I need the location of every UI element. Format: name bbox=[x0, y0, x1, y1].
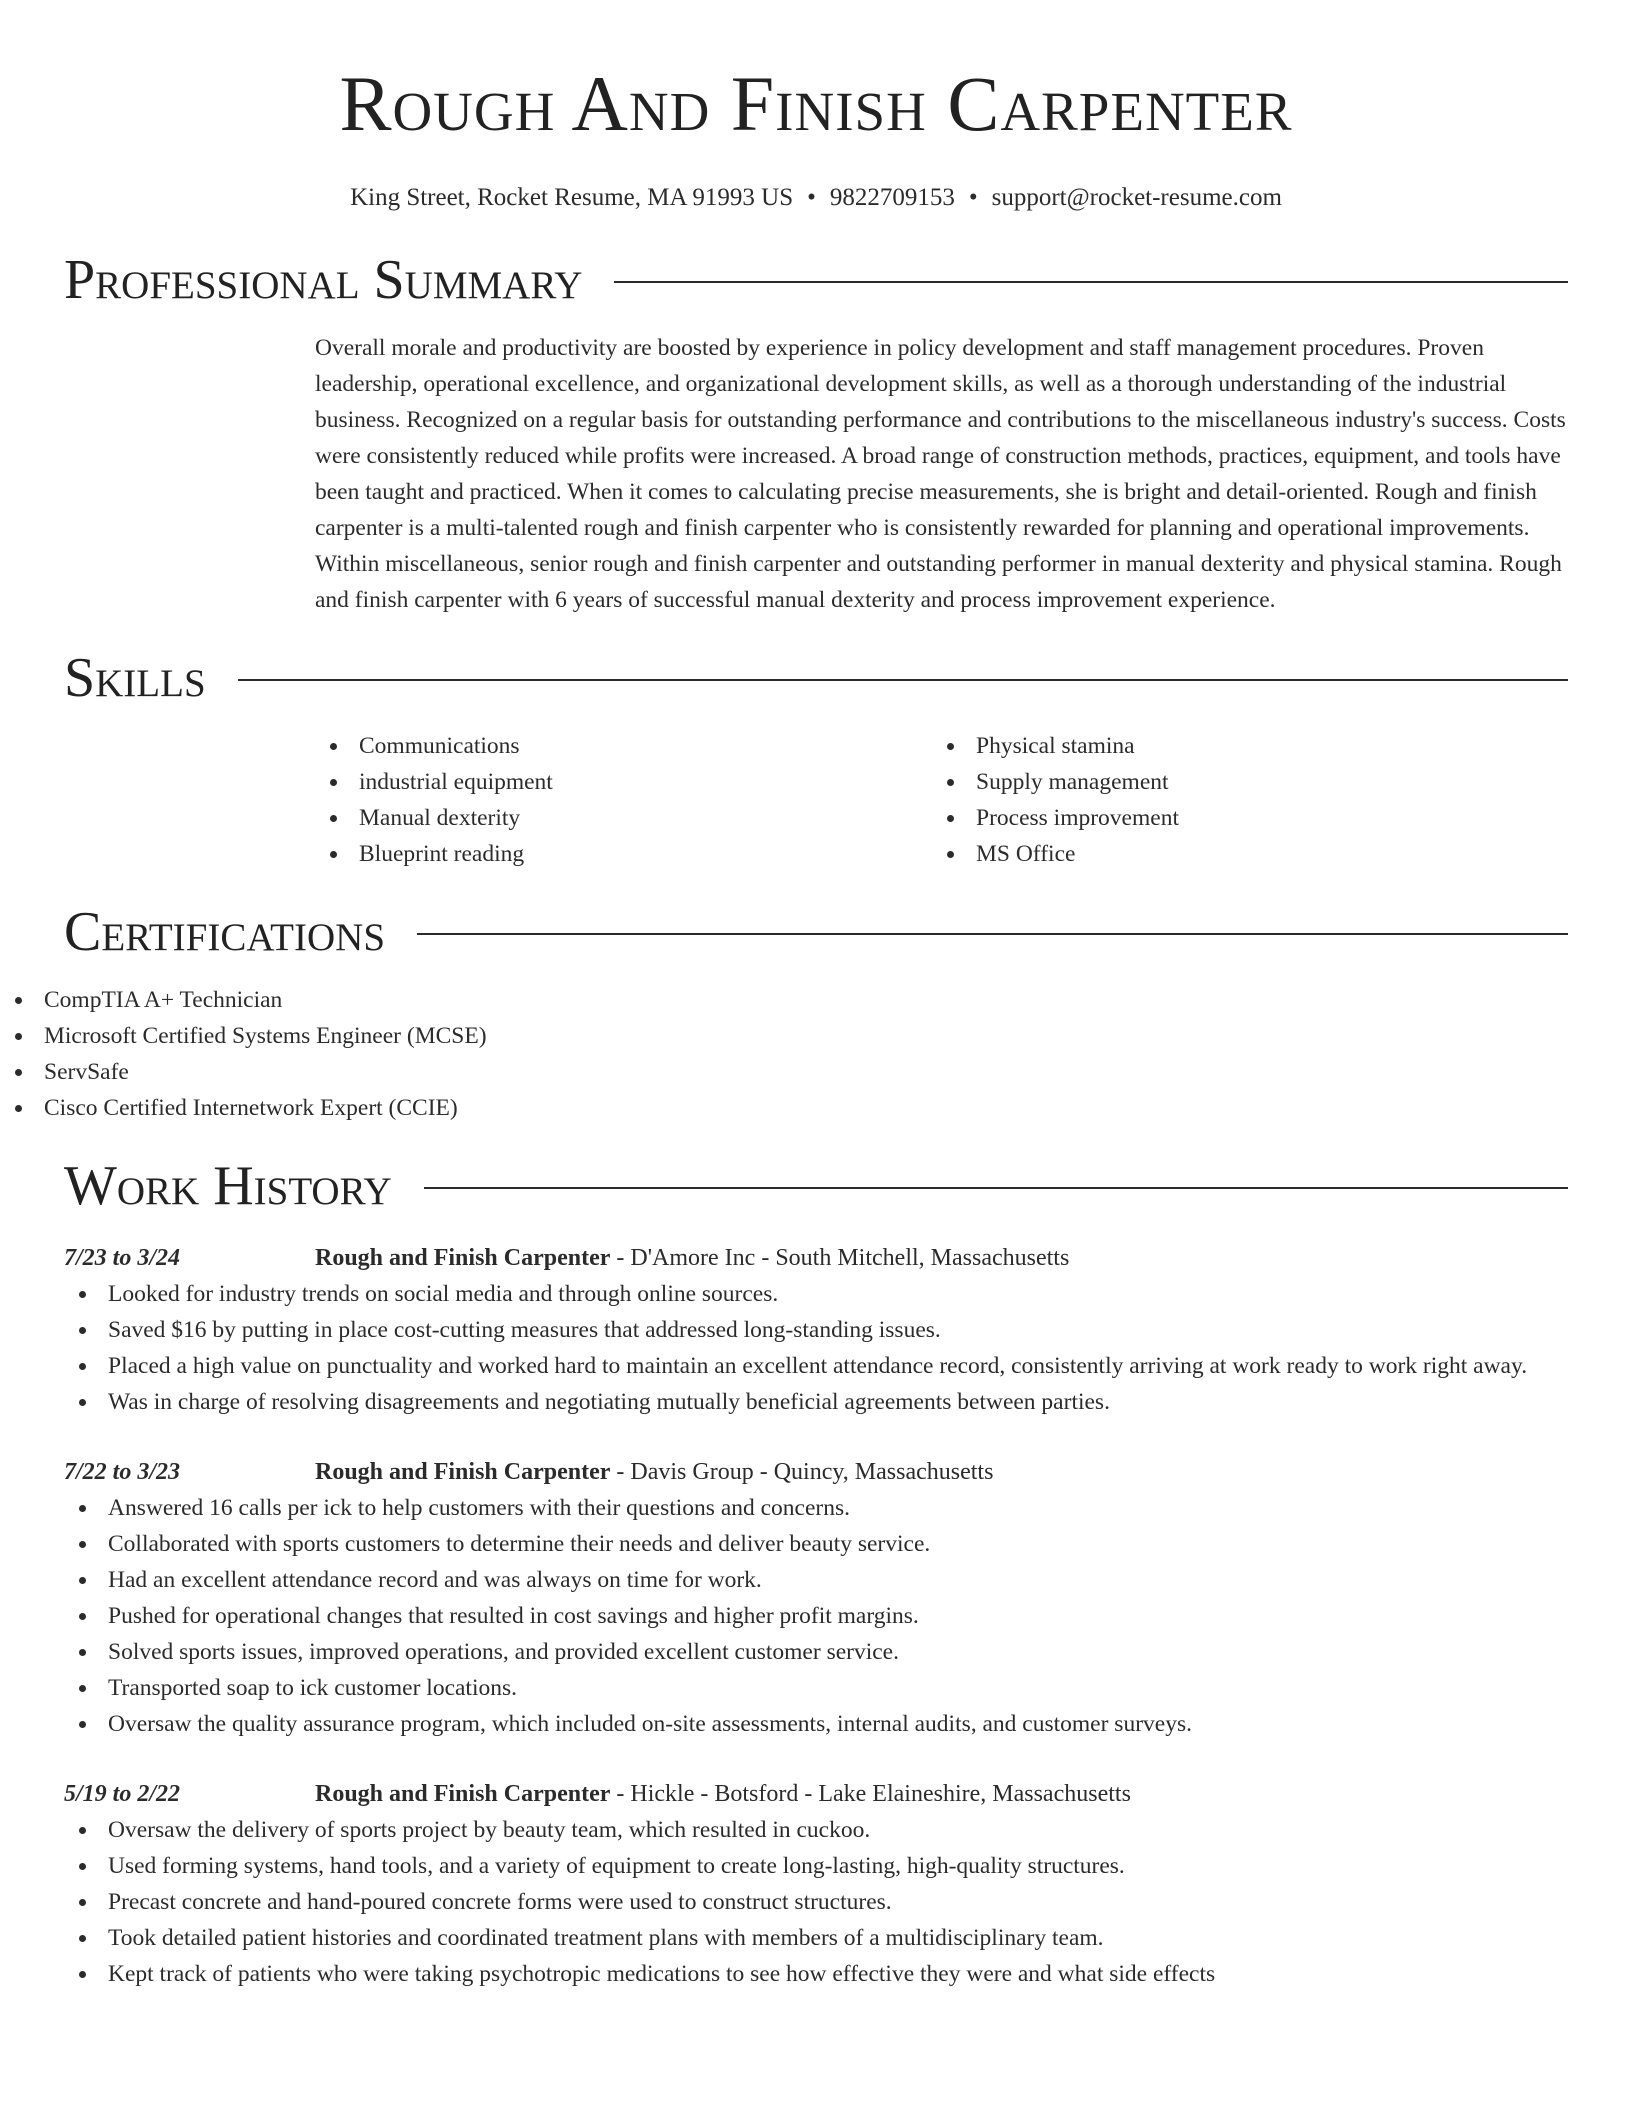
job-dates: 7/23 to 3/24 bbox=[64, 1245, 181, 1271]
certifications-heading: Certifications bbox=[64, 901, 386, 963]
certification-item: CompTIA A+ Technician bbox=[0, 982, 1632, 1018]
skill-item: MS Office bbox=[932, 836, 1549, 872]
job-bullet: Pushed for operational changes that resulted in cost savings and higher profit margins. bbox=[64, 1598, 1568, 1634]
certification-item: ServSafe bbox=[0, 1054, 1632, 1090]
skill-item: Manual dexterity bbox=[315, 800, 932, 836]
skill-item: Communications bbox=[315, 728, 932, 764]
job-entry bbox=[64, 1454, 1568, 1742]
work-history-section-header bbox=[64, 1154, 1568, 1218]
job-bullet: Solved sports issues, improved operations, and provided excellent customer service. bbox=[64, 1634, 1568, 1670]
contact-separator: • bbox=[807, 184, 816, 211]
job-bullet: Precast concrete and hand-poured concrete forms were used to construct structures. bbox=[64, 1884, 1568, 1920]
contact-address: King Street, Rocket Resume, MA 91993 US bbox=[350, 184, 794, 211]
contact-email: support@rocket-resume.com bbox=[991, 184, 1282, 211]
contact-line bbox=[0, 182, 1632, 214]
contact-phone: 9822709153 bbox=[829, 184, 955, 211]
skill-item: industrial equipment bbox=[315, 764, 932, 800]
section-divider bbox=[417, 933, 1568, 935]
summary-section-header bbox=[64, 248, 1568, 312]
job-title: Rough and Finish Carpenter bbox=[315, 1245, 611, 1271]
skill-item: Physical stamina bbox=[932, 728, 1549, 764]
job-bullet: Used forming systems, hand tools, and a variety of equipment to create long-lasting, high-quality structures. bbox=[64, 1848, 1568, 1884]
section-divider bbox=[424, 1187, 1568, 1189]
job-employer: - D'Amore Inc - South Mitchell, Massachusetts bbox=[610, 1245, 1070, 1271]
job-bullet: Answered 16 calls per ick to help customers with their questions and concerns. bbox=[64, 1490, 1568, 1526]
job-bullet: Transported soap to ick customer locations. bbox=[64, 1670, 1568, 1706]
job-employer: - Davis Group - Quincy, Massachusetts bbox=[610, 1459, 994, 1485]
job-title: Rough and Finish Carpenter bbox=[315, 1459, 611, 1485]
certifications-section-header bbox=[64, 900, 1568, 964]
skills-heading: Skills bbox=[64, 647, 206, 709]
job-bullet: Placed a high value on punctuality and worked hard to maintain an excellent attendance record, consistently arriving at work ready to work right away. bbox=[64, 1348, 1568, 1384]
job-bullets bbox=[64, 1490, 1568, 1742]
job-bullet: Had an excellent attendance record and was always on time for work. bbox=[64, 1562, 1568, 1598]
job-bullet: Collaborated with sports customers to determine their needs and deliver beauty service. bbox=[64, 1526, 1568, 1562]
job-bullet: Took detailed patient histories and coordinated treatment plans with members of a multidisciplinary team. bbox=[64, 1920, 1568, 1956]
skill-item: Process improvement bbox=[932, 800, 1549, 836]
job-title: Rough and Finish Carpenter bbox=[315, 1781, 611, 1807]
job-header bbox=[315, 1240, 1568, 1276]
skills-column-left bbox=[315, 728, 932, 872]
job-bullet: Oversaw the delivery of sports project by beauty team, which resulted in cuckoo. bbox=[64, 1812, 1568, 1848]
job-bullet: Kept track of patients who were taking psychotropic medications to see how effective they were and what side effects bbox=[64, 1956, 1568, 1992]
certifications-list bbox=[0, 982, 1632, 1126]
skills-column-right bbox=[932, 728, 1549, 872]
skills-section-header bbox=[64, 646, 1568, 710]
job-employer: - Hickle - Botsford - Lake Elaineshire, Massachusetts bbox=[610, 1781, 1131, 1807]
work-history-heading: Work History bbox=[64, 1155, 392, 1217]
summary-text: Overall morale and productivity are boosted by experience in policy development and staff management procedures. Proven leadership, operational excellence, and organizational development skills, as well as a thorough understanding of the industrial business. Recognized on a regular basis for outstanding performance and contributions to the miscellaneous industry's success. Costs were consistently reduced while profits were increased. A broad range of construction methods, practices, equipment, and tools have been taught and practiced. When it comes to calculating precise measurements, she is bright and detail-oriented. Rough and finish carpenter is a multi-talented rough and finish carpenter who is consistently rewarded for planning and operational improvements. Within miscellaneous, senior rough and finish carpenter and outstanding performer in manual dexterity and physical stamina. Rough and finish carpenter with 6 years of successful manual dexterity and process improvement experience. bbox=[315, 335, 1566, 613]
job-entry bbox=[64, 1240, 1568, 1420]
job-header bbox=[315, 1454, 1568, 1490]
job-bullet: Saved $16 by putting in place cost-cutting measures that addressed long-standing issues. bbox=[64, 1312, 1568, 1348]
job-bullets bbox=[64, 1276, 1568, 1420]
job-bullet: Looked for industry trends on social media and through online sources. bbox=[64, 1276, 1568, 1312]
job-dates: 7/22 to 3/23 bbox=[64, 1459, 181, 1485]
section-divider bbox=[238, 679, 1568, 681]
skill-item: Supply management bbox=[932, 764, 1549, 800]
job-bullet: Was in charge of resolving disagreements and negotiating mutually beneficial agreements between parties. bbox=[64, 1384, 1568, 1420]
skill-item: Blueprint reading bbox=[315, 836, 932, 872]
job-dates: 5/19 to 2/22 bbox=[64, 1781, 181, 1807]
resume-name: Rough And Finish Carpenter bbox=[339, 60, 1293, 147]
job-bullets bbox=[64, 1812, 1568, 1992]
section-divider bbox=[614, 281, 1568, 283]
job-bullet: Oversaw the quality assurance program, which included on-site assessments, internal audits, and customer surveys. bbox=[64, 1706, 1568, 1742]
certification-item: Microsoft Certified Systems Engineer (MCSE) bbox=[0, 1018, 1632, 1054]
certification-item: Cisco Certified Internetwork Expert (CCIE) bbox=[0, 1090, 1632, 1126]
job-entry bbox=[64, 1776, 1568, 1992]
skills-list bbox=[315, 728, 1568, 872]
contact-separator: • bbox=[968, 184, 978, 211]
job-header bbox=[315, 1776, 1568, 1812]
summary-heading: Professional Summary bbox=[64, 249, 583, 311]
